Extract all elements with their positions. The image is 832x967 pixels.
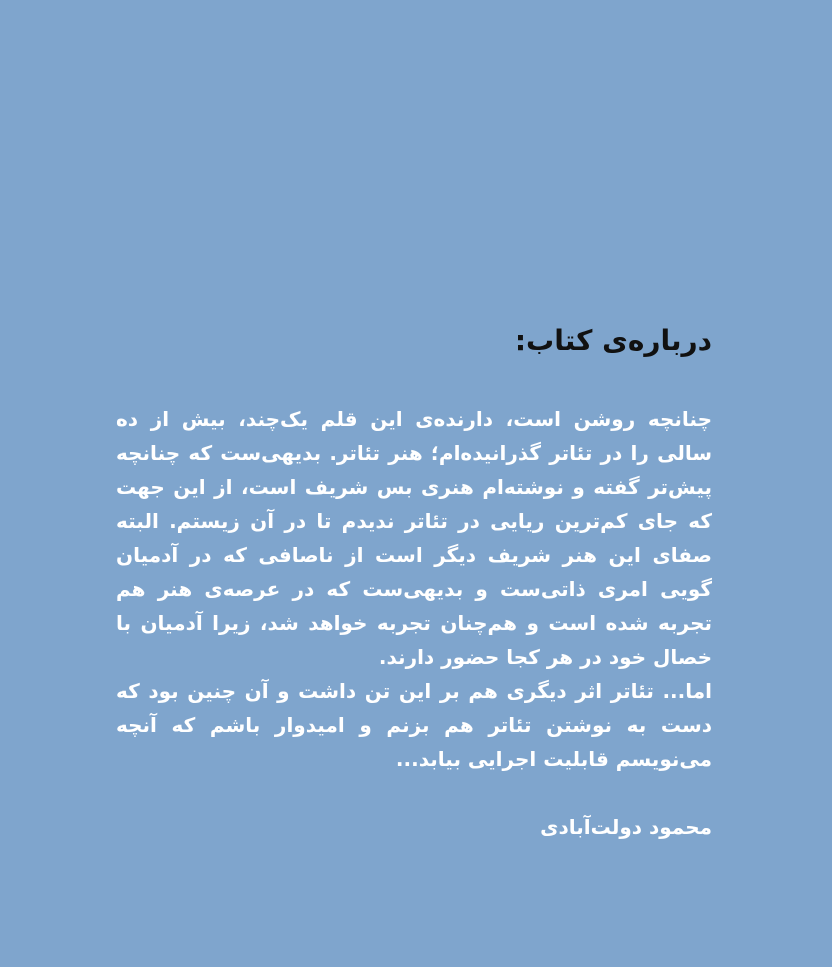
about-book-heading: درباره‌ی کتاب: <box>514 324 712 357</box>
body-paragraph-2: اما... تئاتر اثر دیگری هم بر این تن داشت و آن چنین بود که دست به نوشتن تئاتر هم بزنم و امیدوار باشم که آنچه می‌نویسم قابلیت اجرایی بیابد... <box>116 679 712 771</box>
author-name: محمود دولت‌آبادی <box>540 815 712 839</box>
body-paragraph-1: چنانچه روشن است، دارنده‌ی این قلم یک‌چند، بیش از ده سالی را در تئاتر گذرانیده‌ام؛ هنر تئاتر. بدیهی‌ست که چنانچه پیش‌تر گفته و نوشته‌ام هنری بس شریف است، از این جهت که جای کم‌ترین ریایی در تئاتر ندیدم تا در آن زیستم. البته صفای این هنر شریف دیگر است از ناصافی که در آدمیان گویی امری ذاتی‌ست و بدیهی‌ست که در عرصه‌ی هنر هم تجربه شده است و هم‌چنان تجربه خواهد شد، زیرا آدمیان با خصال خود در هر کجا حضور دارند. <box>116 407 712 669</box>
about-book-section <box>116 320 712 844</box>
